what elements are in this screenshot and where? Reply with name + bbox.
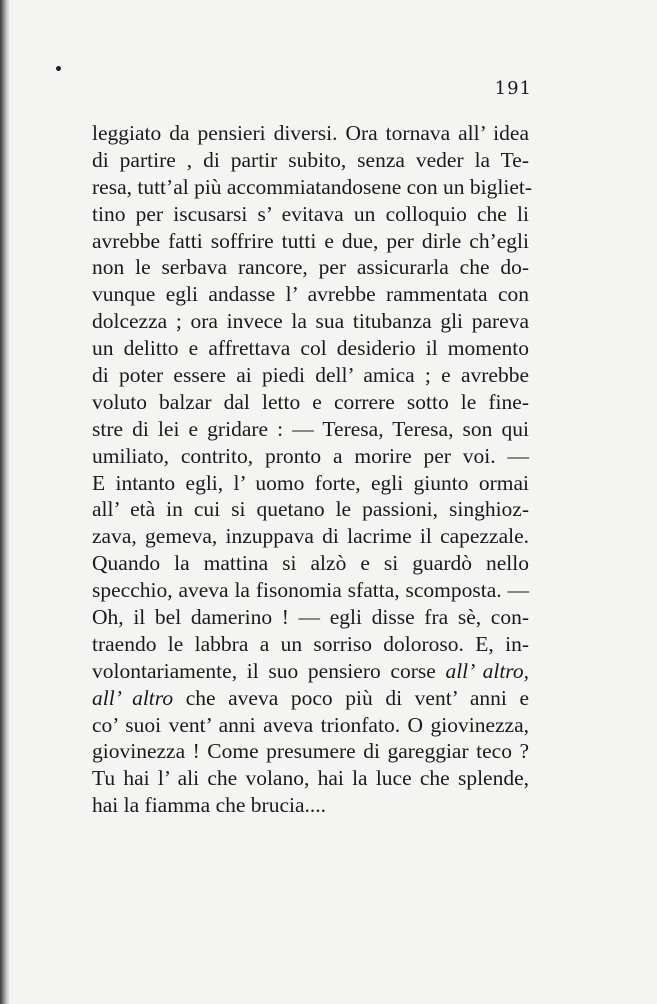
text-line: di poter essere ai piedi dell’ amica ; e avrebbe — [92, 363, 529, 388]
text-line: vunque egli andasse l’ avrebbe rammentata con — [92, 282, 529, 307]
text-line-last: hai la fiamma che brucia.... — [92, 793, 327, 818]
text-line: tino per iscusarsi s’ evitava un colloquio che li — [92, 201, 529, 226]
text-line: di partire , di partir subito, senza veder la Te- — [92, 147, 529, 172]
text-line: un delitto e affrettava col desiderio il momento — [92, 336, 529, 361]
text-line: avrebbe fatti soffrire tutti e due, per dirle ch’egli — [92, 228, 529, 253]
text-line: non le serbava rancore, per assicurarla che do- — [92, 255, 529, 280]
print-speck — [55, 65, 62, 72]
text-line: co’ suoi vent’ anni aveva trionfato. O giovinezza, — [92, 712, 529, 737]
body-text — [92, 120, 533, 819]
text-line: giovinezza ! Come presumere di gareggiar teco ? — [92, 739, 529, 764]
text-line: Oh, il bel damerino ! — egli disse fra sè, con- — [92, 605, 529, 630]
text-line: E intanto egli, l’ uomo forte, egli giunto ormai — [92, 470, 529, 495]
text-line: dolcezza ; ora invece la sua titubanza gli pareva — [92, 309, 529, 334]
text-line: zava, gemeva, inzuppava di lacrime il capezzale. — [92, 524, 529, 549]
text-line: umiliato, contrito, pronto a morire per voi. — — [92, 443, 529, 468]
text-line: specchio, aveva la fisonomia sfatta, scomposta. — — [92, 578, 529, 603]
text-line: resa, tutt’al più accommiatandosene con un bigliet- — [92, 174, 533, 199]
text-line: stre di lei e gridare : — Teresa, Teresa, son qui — [92, 416, 529, 441]
text-line: traendo le labbra a un sorriso doloroso. E, in- — [92, 631, 529, 656]
text-line: all’ età in cui si quetano le passioni, singhioz- — [92, 497, 529, 522]
binding-shadow — [0, 0, 10, 1004]
text-line: leggiato da pensieri diversi. Ora tornava all’ idea — [92, 121, 529, 145]
page-number: 191 — [494, 78, 532, 99]
text-line-with-italic: volontariamente, il suo pensiero corse all’ altro, — [92, 658, 529, 683]
italic-fragment: all’ altro — [92, 685, 174, 710]
text-line: Tu hai l’ ali che volano, hai la luce che splende, — [92, 766, 529, 791]
text-line: voluto balzar dal letto e correre sotto le fine- — [92, 389, 529, 414]
italic-fragment: all’ altro, — [445, 658, 529, 683]
text-line: Quando la mattina si alzò e si guardò nello — [92, 551, 529, 576]
text-line-with-italic: all’ altro che aveva poco più di vent’ anni e — [92, 685, 529, 710]
